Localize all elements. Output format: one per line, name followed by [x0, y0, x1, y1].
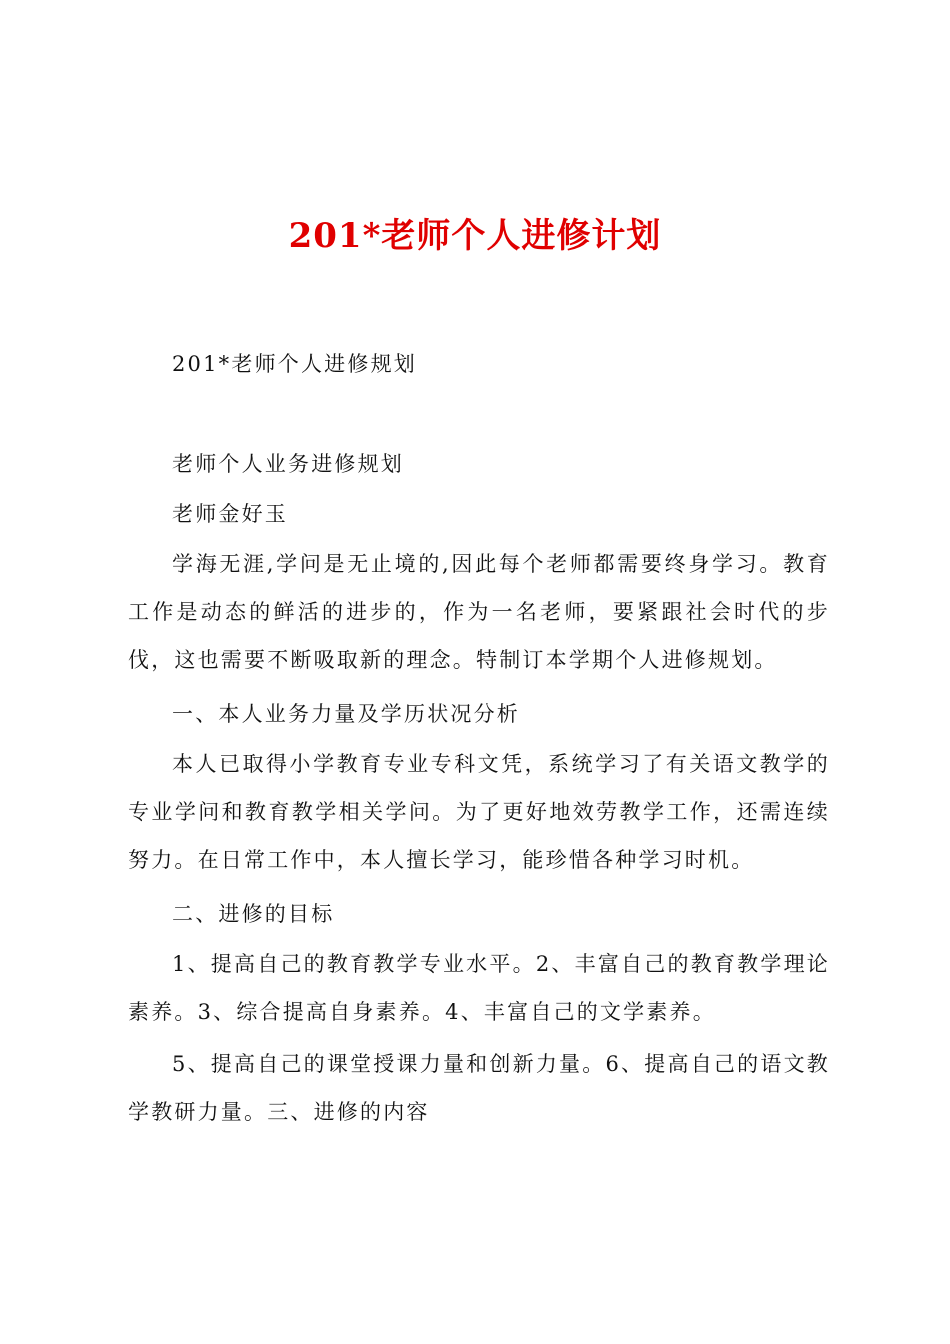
document-title: 201*老师个人进修计划 — [288, 216, 662, 256]
paragraph-author: 老师金好玉 — [172, 502, 288, 526]
paragraph-plan-heading: 老师个人业务进修规划 — [172, 452, 404, 476]
paragraph-goals-2: 5、提高自己的课堂授课力量和创新力量。6、提高自己的语文教学教研力量。三、进修的内容 — [128, 1052, 830, 1124]
paragraph-section-1-heading: 一、本人业务力量及学历状况分析 — [172, 702, 520, 726]
paragraph-subtitle: 201*老师个人进修规划 — [172, 352, 417, 376]
paragraph-intro: 学海无涯,学问是无止境的,因此每个老师都需要终身学习。教育工作是动态的鲜活的进步的，作为一名老师，要紧跟社会时代的步伐，这也需要不断吸取新的理念。特制订本学期个人进修规划。 — [128, 552, 830, 672]
paragraph-goals-1: 1、提高自己的教育教学专业水平。2、丰富自己的教育教学理论素养。3、综合提高自身素养。4、丰富自己的文学素养。 — [128, 952, 830, 1024]
paragraph-section-2-heading: 二、进修的目标 — [172, 902, 335, 926]
paragraph-section-1-body: 本人已取得小学教育专业专科文凭，系统学习了有关语文教学的专业学问和教育教学相关学问。为了更好地效劳教学工作，还需连续努力。在日常工作中，本人擅长学习，能珍惜各种学习时机。 — [128, 752, 830, 872]
